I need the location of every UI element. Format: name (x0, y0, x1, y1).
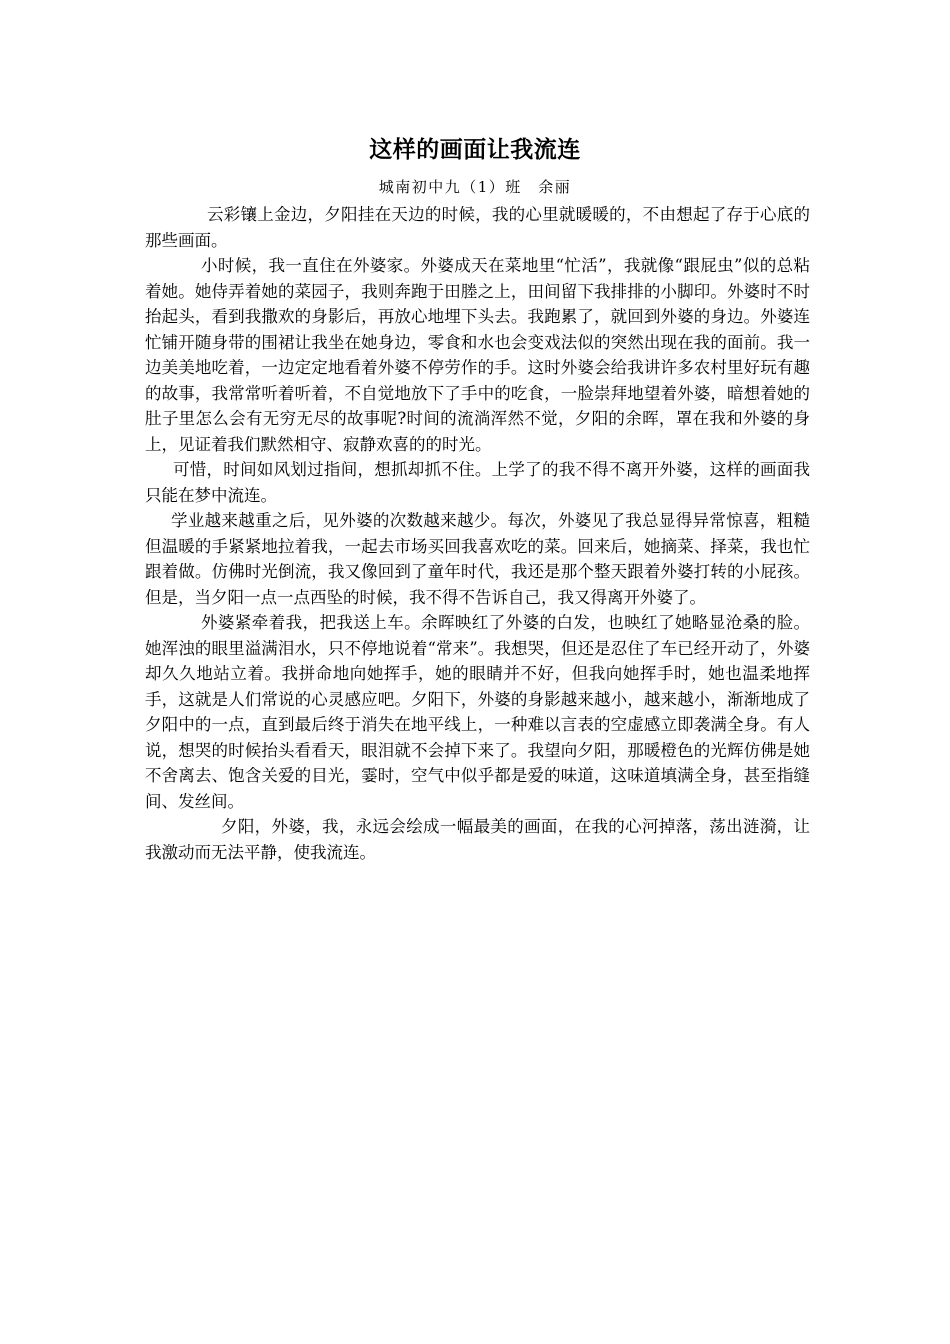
essay-title: 这样的画面让我流连 (369, 137, 581, 163)
paragraph-4: 学业越来越重之后，见外婆的次数越来越少。每次，外婆见了我总显得异常惊喜，粗糙但温暖的手紧紧地拉着我，一起去市场买回我喜欢吃的菜。回来后，她摘菜、择菜，我也忙跟着做。仿佛时光倒流，我又像回到了童年时代，我还是那个整天跟着外婆打转的小屁孩。但是，当夕阳一点一点西坠的时候，我不得不告诉自己，我又得离开外婆了。 (145, 511, 810, 607)
paragraph-1: 云彩镶上金边，夕阳挂在天边的时候，我的心里就暖暖的，不由想起了存于心底的那些画面。 (145, 205, 810, 250)
paragraph-2: 小时候，我一直住在外婆家。外婆成天在菜地里“忙活”，我就像“跟屁虫”似的总粘着她。她侍弄着她的菜园子，我则奔跑于田塍之上，田间留下我排排的小脚印。外婆时不时抬起头，看到我撒欢的身影后，再放心地埋下头去。我跑累了，就回到外婆的身边。外婆连忙铺开随身带的围裙让我坐在她身边，零食和水也会变戏法似的突然出现在我的面前。我一边美美地吃着，一边定定地看着外婆不停劳作的手。这时外婆会给我讲许多农村里好玩有趣的故事，我常常听着听着，不自觉地放下了手中的吃食，一脸崇拜地望着外婆，暗想着她的肚子里怎么会有无穷无尽的故事呢?时间的流淌浑然不觉，夕阳的余晖，罩在我和外婆的身上，见证着我们默然相守、寂静欢喜的的时光。 (145, 256, 810, 454)
paragraph-3: 可惜，时间如风划过指间，想抓却抓不住。上学了的我不得不离开外婆，这样的画面我只能在梦中流连。 (145, 460, 810, 505)
essay-body (145, 202, 810, 865)
author-byline: 城南初中九（1）班 余丽 (378, 178, 572, 196)
paragraph-6: 夕阳，外婆，我，永远会绘成一幅最美的画面，在我的心河掉落，荡出涟漪，让我激动而无法平静，使我流连。 (145, 817, 810, 862)
paragraph-5: 外婆紧牵着我，把我送上车。余晖映红了外婆的白发，也映红了她略显沧桑的脸。她浑浊的眼里溢满泪水，只不停地说着“常来”。我想哭，但还是忍住了车已经开动了，外婆却久久地站立着。我拼命地向她挥手，她的眼睛并不好，但我向她挥手时，她也温柔地挥手，这就是人们常说的心灵感应吧。夕阳下，外婆的身影越来越小，越来越小，渐渐地成了夕阳中的一点，直到最后终于消失在地平线上，一种难以言表的空虚感立即袭满全身。有人说，想哭的时候抬头看看天，眼泪就不会掉下来了。我望向夕阳，那暖橙色的光辉仿佛是她不舍离去、饱含关爱的目光，霎时，空气中似乎都是爱的味道，这味道填满全身，甚至指缝间、发丝间。 (145, 613, 810, 811)
